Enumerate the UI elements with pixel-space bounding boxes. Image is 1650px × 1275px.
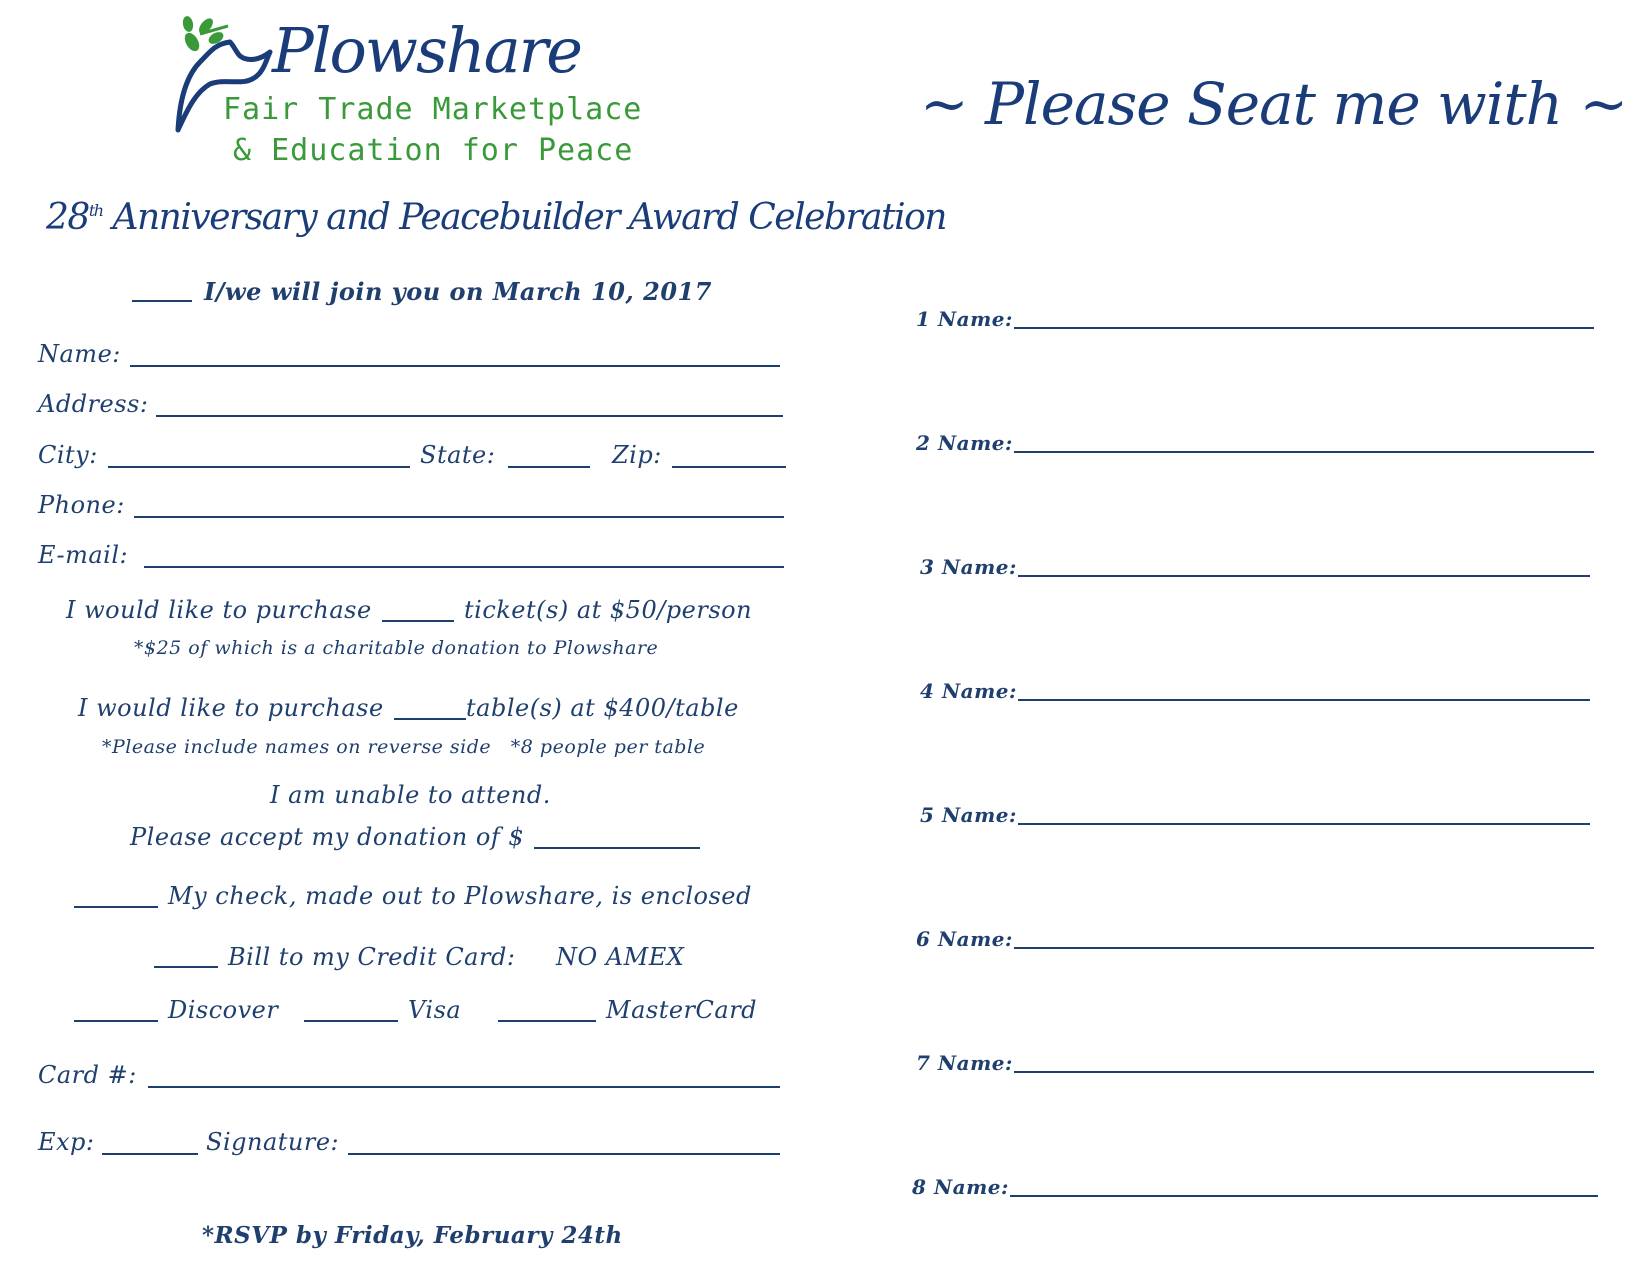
seat-8-label: 8 Name: xyxy=(912,1175,1009,1199)
logo-tagline-2: & Education for Peace xyxy=(233,133,634,168)
card-number-label: Card #: xyxy=(38,1061,137,1089)
seat-6-label: 6 Name: xyxy=(916,927,1013,951)
seat-3-field[interactable] xyxy=(1018,575,1590,577)
table-note: *Please include names on reverse side *8 people per table xyxy=(102,736,706,758)
ticket-text-2: ticket(s) at $50/person xyxy=(464,596,753,624)
email-field[interactable] xyxy=(144,566,784,568)
seat-7-label: 7 Name: xyxy=(916,1051,1013,1075)
city-field[interactable] xyxy=(108,466,410,468)
rsvp-text: *RSVP by Friday, February 24th xyxy=(202,1222,623,1249)
event-title-suffix: th xyxy=(88,201,103,220)
credit-text: Bill to my Credit Card: xyxy=(228,943,516,971)
zip-label: Zip: xyxy=(612,441,662,469)
event-title xyxy=(46,197,946,238)
phone-field[interactable] xyxy=(134,516,784,518)
seat-4-label: 4 Name: xyxy=(920,679,1017,703)
ticket-note: *$25 of which is a charitable donation to Plowshare xyxy=(134,637,659,659)
exp-label: Exp: xyxy=(38,1128,95,1156)
address-label: Address: xyxy=(38,390,149,418)
signature-label: Signature: xyxy=(206,1128,340,1156)
join-text: I/we will join you on March 10, 2017 xyxy=(204,277,712,306)
card-number-field[interactable] xyxy=(148,1086,780,1088)
seat-7-field[interactable] xyxy=(1014,1071,1594,1073)
exp-field[interactable] xyxy=(102,1153,198,1155)
ticket-text-1: I would like to purchase xyxy=(66,596,372,624)
unable-text: I am unable to attend. xyxy=(270,781,551,809)
no-amex-text: NO AMEX xyxy=(556,943,685,971)
check-text: My check, made out to Plowshare, is enclosed xyxy=(168,882,752,910)
table-text-2: table(s) at $400/table xyxy=(466,694,739,722)
credit-blank[interactable] xyxy=(154,966,218,968)
state-field[interactable] xyxy=(508,466,590,468)
seat-2-field[interactable] xyxy=(1014,451,1594,453)
seat-5-field[interactable] xyxy=(1018,823,1590,825)
seat-8-field[interactable] xyxy=(1010,1195,1598,1197)
discover-label: Discover xyxy=(168,996,279,1024)
donation-text: Please accept my donation of $ xyxy=(130,823,525,851)
city-label: City: xyxy=(38,441,98,469)
address-field[interactable] xyxy=(156,415,783,417)
name-field[interactable] xyxy=(130,365,780,367)
zip-field[interactable] xyxy=(672,466,786,468)
seat-5-label: 5 Name: xyxy=(920,803,1017,827)
event-title-number: 28 xyxy=(46,197,89,238)
logo-tagline-1: Fair Trade Marketplace xyxy=(223,92,643,127)
mastercard-label: MasterCard xyxy=(606,996,758,1024)
phone-label: Phone: xyxy=(38,491,125,519)
mastercard-blank[interactable] xyxy=(498,1020,596,1022)
seating-title: ~ Please Seat me with ~ xyxy=(920,70,1628,138)
email-label: E-mail: xyxy=(38,541,129,569)
discover-blank[interactable] xyxy=(74,1020,158,1022)
seat-1-label: 1 Name: xyxy=(916,307,1013,331)
table-text-1: I would like to purchase xyxy=(78,694,384,722)
donation-amount-field[interactable] xyxy=(534,847,700,849)
state-label: State: xyxy=(420,441,496,469)
seat-2-label: 2 Name: xyxy=(916,431,1013,455)
logo-name: Plowshare xyxy=(272,14,581,87)
event-title-rest: Anniversary and Peacebuilder Award Celebration xyxy=(112,197,946,238)
visa-label: Visa xyxy=(408,996,462,1024)
check-blank[interactable] xyxy=(74,906,158,908)
seat-1-field[interactable] xyxy=(1014,327,1594,329)
ticket-quantity-field[interactable] xyxy=(382,620,454,622)
join-blank[interactable] xyxy=(132,300,192,302)
seat-4-field[interactable] xyxy=(1018,699,1590,701)
visa-blank[interactable] xyxy=(304,1020,398,1022)
name-label: Name: xyxy=(38,340,121,368)
table-quantity-field[interactable] xyxy=(394,718,466,720)
seat-3-label: 3 Name: xyxy=(920,555,1017,579)
seat-6-field[interactable] xyxy=(1014,947,1594,949)
signature-field[interactable] xyxy=(348,1153,780,1155)
